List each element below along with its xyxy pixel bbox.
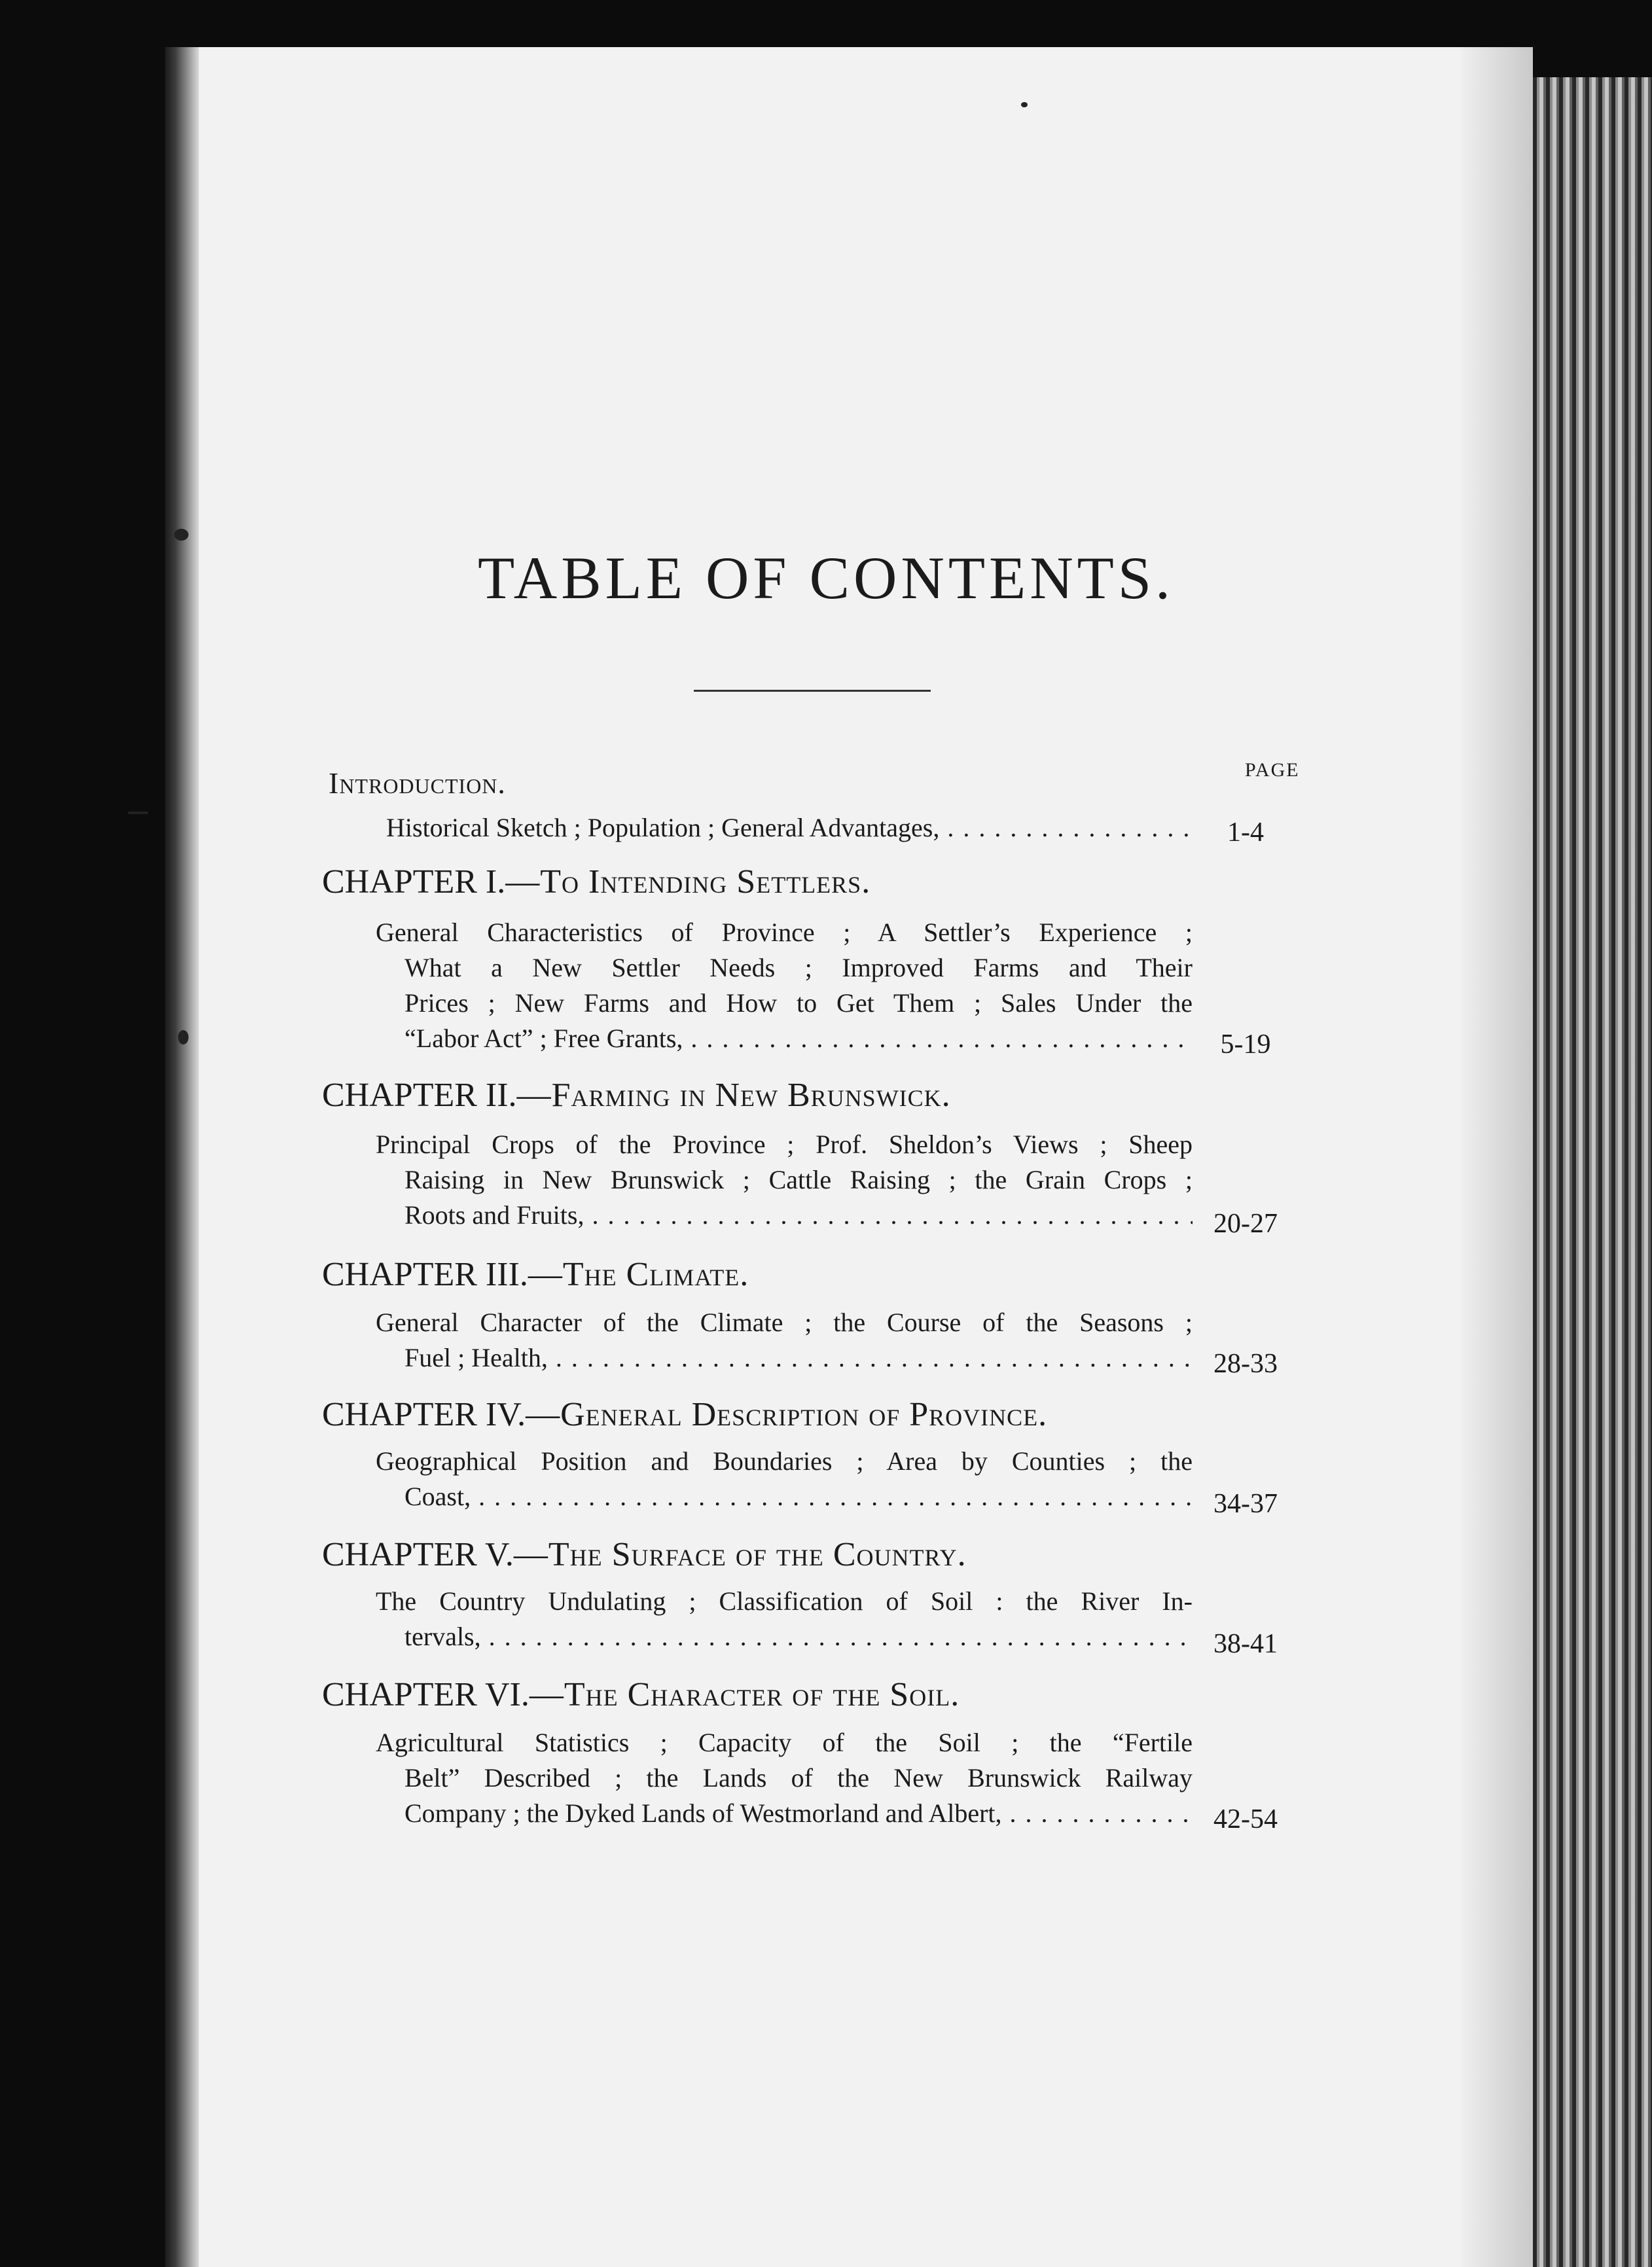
page-range: 1-4 (1227, 817, 1264, 848)
entry-line: Principal Crops of the Province ; Prof. Sheldon’s Views ; Sheep (376, 1130, 1193, 1159)
page-range: 5-19 (1220, 1029, 1271, 1060)
chapter-title: —General Description of Province. (526, 1396, 1048, 1433)
title-rule (694, 690, 931, 692)
page-edges (1533, 77, 1652, 2267)
entry-line: What a New Settler Needs ; Improved Farms and Their (404, 953, 1193, 982)
chapter-entry (376, 1584, 1193, 1654)
chapter-title: —The Surface of the Country. (513, 1536, 967, 1573)
entry-line: tervals, . . . (376, 1619, 1193, 1654)
entry-line: Belt” Described ; the Lands of the New Brunswick Railway (404, 1763, 1193, 1793)
page-range: 34-37 (1213, 1489, 1278, 1519)
page-range: 38-41 (1213, 1629, 1278, 1659)
chapter-heading (322, 1395, 1047, 1434)
chapter-title: —The Climate. (528, 1256, 749, 1293)
margin-mark (128, 812, 148, 814)
chapter-title: —Farming in New Brunswick. (516, 1077, 951, 1114)
chapter-heading (322, 1255, 749, 1294)
chapter-label: CHAPTER III. (322, 1256, 528, 1293)
entry-line: Agricultural Statistics ; Capacity of the Soil ; the “Fertile (376, 1728, 1193, 1757)
chapter-heading (322, 1076, 951, 1115)
chapter-entry (376, 1444, 1193, 1514)
entry-line: Geographical Position and Boundaries ; Area by Counties ; the (376, 1446, 1193, 1476)
binding-gutter (165, 47, 199, 2267)
margin-mark (1021, 102, 1028, 107)
chapter-entry (376, 1305, 1193, 1376)
chapter-heading (322, 863, 871, 901)
page-range: 28-33 (1213, 1349, 1278, 1379)
chapter-title: —The Character of the Soil. (529, 1676, 960, 1713)
entry-line: Prices ; New Farms and How to Get Them ; Sales Under the (404, 988, 1193, 1018)
page-fold (1461, 47, 1533, 2267)
entry-line: “Labor Act” ; Free Grants, . . . (376, 1021, 1193, 1056)
chapter-label: CHAPTER V. (322, 1536, 514, 1573)
chapter-entry (376, 1127, 1193, 1233)
chapter-heading (322, 1675, 960, 1714)
page-column-label: PAGE (1245, 759, 1300, 781)
chapter-entry (376, 915, 1193, 1056)
chapter-entry (376, 1725, 1193, 1831)
entry-line: General Characteristics of Province ; A Settler’s Experience ; (376, 918, 1193, 947)
entry-line: Roots and Fruits, . . . (376, 1198, 1193, 1233)
introduction-heading: Introduction. (329, 766, 506, 800)
entry-line: Fuel ; Health, . . . (376, 1340, 1193, 1376)
entry-line: The Country Undulating ; Classification of Soil : the River In- (376, 1586, 1193, 1616)
entry-line: Historical Sketch ; Population ; General Advantages, . . . (386, 810, 1193, 846)
page-edges-shadow (1533, 0, 1652, 77)
entry-line: Raising in New Brunswick ; Cattle Raising ; the Grain Crops ; (404, 1165, 1193, 1194)
chapter-label: CHAPTER VI. (322, 1676, 530, 1713)
entry-line: Company ; the Dyked Lands of Westmorland and Albert, . . . (376, 1796, 1193, 1831)
entry-line: Coast, . . . (376, 1479, 1193, 1514)
chapter-heading (322, 1535, 967, 1574)
chapter-label: CHAPTER II. (322, 1077, 517, 1114)
page-range: 20-27 (1213, 1209, 1278, 1239)
page-title: TABLE OF CONTENTS. (477, 544, 1175, 611)
margin-mark (174, 529, 189, 541)
chapter-label: CHAPTER IV. (322, 1396, 526, 1433)
introduction-entry (386, 810, 1193, 846)
page-range: 42-54 (1213, 1804, 1278, 1834)
chapter-label: CHAPTER I. (322, 863, 506, 901)
margin-mark (178, 1030, 189, 1044)
chapter-title: —To Intending Settlers. (505, 863, 871, 901)
entry-line: General Character of the Climate ; the Course of the Seasons ; (376, 1308, 1193, 1337)
